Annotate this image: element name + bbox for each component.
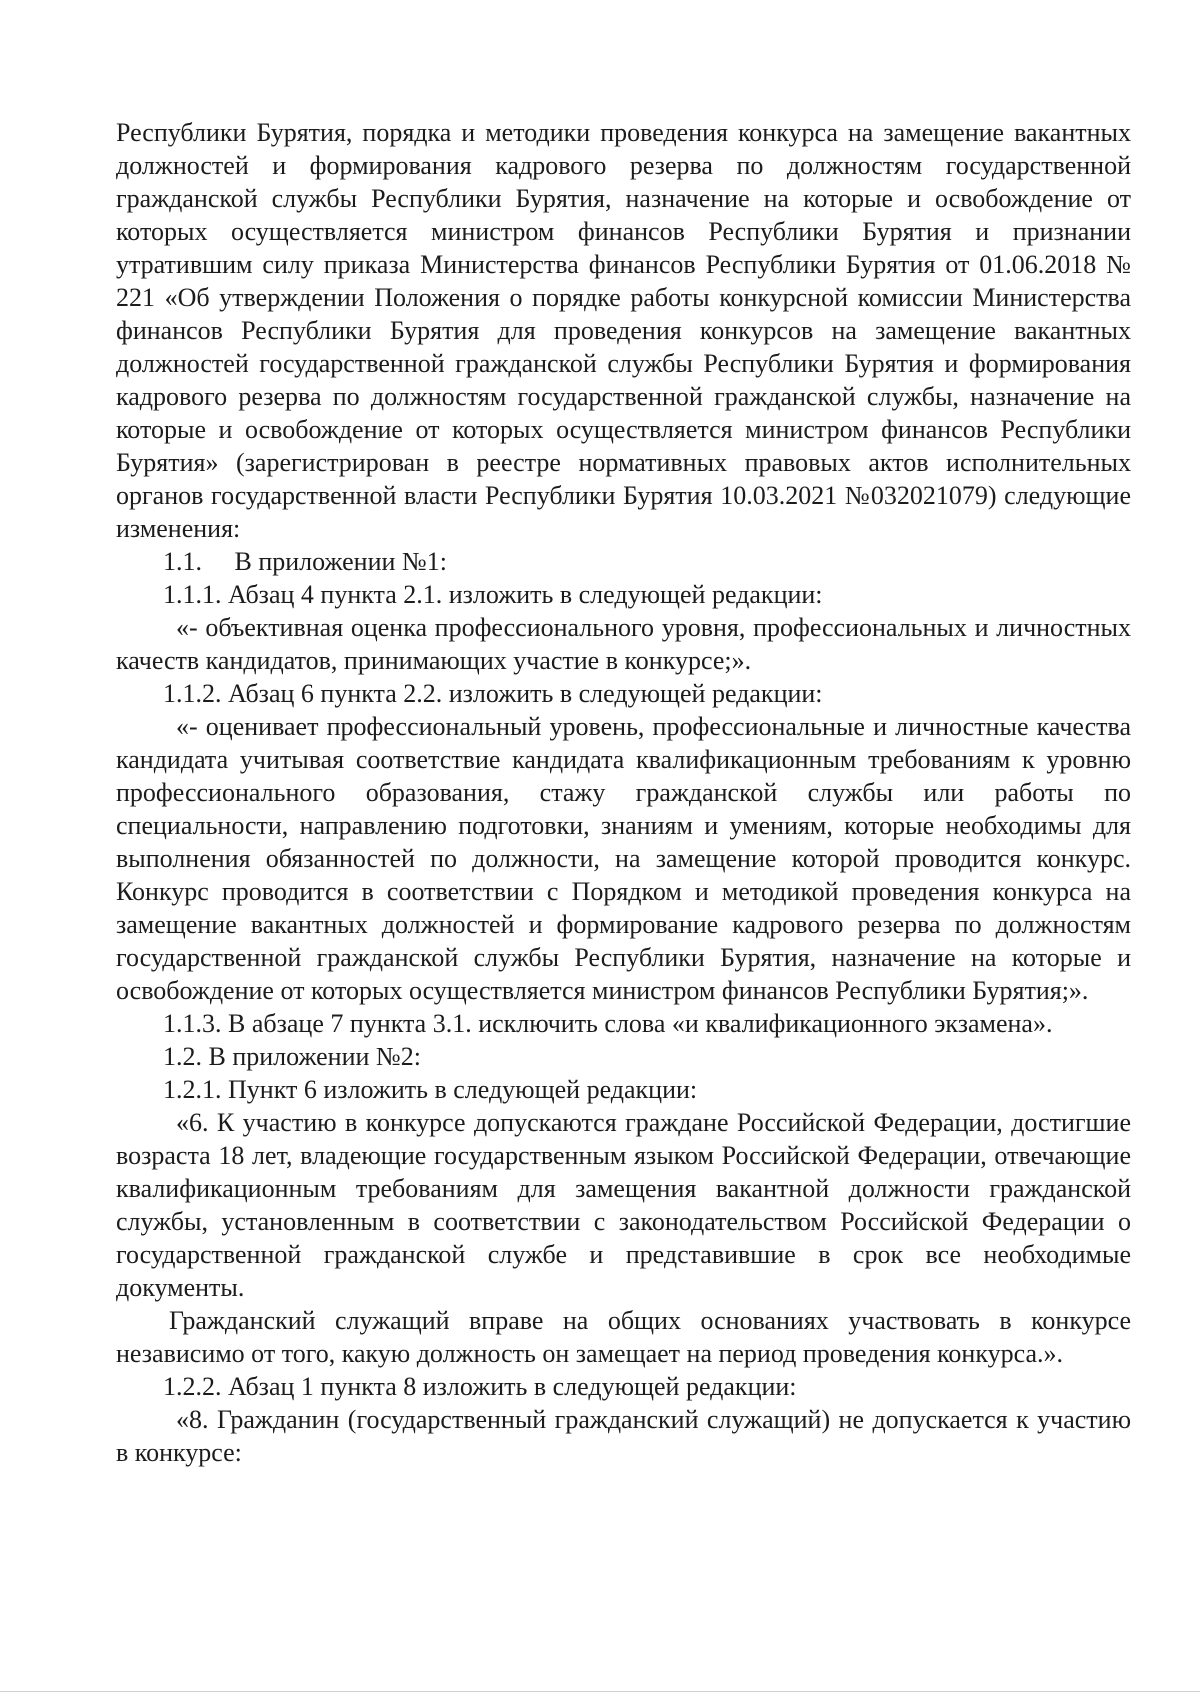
paragraph-1-2-1: 1.2.1. Пункт 6 изложить в следующей редакции: xyxy=(163,1075,698,1104)
paragraph-civil-servant: Гражданский служащий вправе на общих основаниях участвовать в конкурсе независимо от того, какую должность он замещает на период проведения конкурса.». xyxy=(116,1306,1131,1368)
paragraph-1-2: 1.2. В приложении №2: xyxy=(163,1042,421,1071)
paragraph-quote-2: «- оценивает профессиональный уровень, профессиональные и личностные качества кандидата учитывая соответствие кандидата квалификационным требованиям к уровню профессионального образования, стажу гражданской службы или работы по специальности, направлению подготовки, знаниям и умениям, которые необходимы для выполнения обязанностей по должности, на замещение которой проводится конкурс. Конкурс проводится в соответствии с Порядком и методикой проведения конкурса на замещение вакантных должностей и формирование кадрового резерва по должностям государственной гражданской службы Республики Бурятия, назначение на которые и освобождение от которых осуществляется министром финансов Республики Бурятия;». xyxy=(116,712,1131,1005)
page-bottom-edge xyxy=(0,1691,1200,1692)
paragraph-1-1-3: 1.1.3. В абзаце 7 пункта 3.1. исключить слова «и квалификационного экзамена». xyxy=(163,1009,1053,1038)
paragraph-1-1: 1.1. В приложении №1: xyxy=(163,547,447,576)
paragraph-1-2-2: 1.2.2. Абзац 1 пункта 8 изложить в следующей редакции: xyxy=(163,1372,797,1401)
paragraph-quote-1: «- объективная оценка профессионального уровня, профессиональных и личностных качеств кандидатов, принимающих участие в конкурсе;». xyxy=(116,613,1131,675)
paragraph-quote-4: «8. Гражданин (государственный гражданский служащий) не допускается к участию в конкурсе: xyxy=(116,1405,1131,1467)
paragraph-quote-3: «6. К участию в конкурсе допускаются граждане Российской Федерации, достигшие возраста 18 лет, владеющие государственным языком Российской Федерации, отвечающие квалификационным требованиям для замещения вакантной должности гражданской службы, установленным в соответствии с законодательством Российской Федерации о государственной гражданской службе и представившие в срок все необходимые документы. xyxy=(116,1108,1131,1302)
paragraph-1-1-2: 1.1.2. Абзац 6 пункта 2.2. изложить в следующей редакции: xyxy=(163,679,823,708)
document-body xyxy=(116,116,1131,1469)
paragraph-intro: Республики Бурятия, порядка и методики проведения конкурса на замещение вакантных должностей и формирования кадрового резерва по должностям государственной гражданской службы Республики Бурятия, назначение на которые и освобождение от которых осуществляется министром финансов Республики Бурятия и признании утратившим силу приказа Министерства финансов Республики Бурятия от 01.06.2018 № 221 «Об утверждении Положения о порядке работы конкурсной комиссии Министерства финансов Республики Бурятия для проведения конкурсов на замещение вакантных должностей государственной гражданской службы Республики Бурятия и формирования кадрового резерва по должностям государственной гражданской службы, назначение на которые и освобождение от которых осуществляется министром финансов Республики Бурятия» (зарегистрирован в реестре нормативных правовых актов исполнительных органов государственной власти Республики Бурятия 10.03.2021 №032021079) следующие изменения: xyxy=(116,118,1131,543)
paragraph-1-1-1: 1.1.1. Абзац 4 пункта 2.1. изложить в следующей редакции: xyxy=(163,580,823,609)
